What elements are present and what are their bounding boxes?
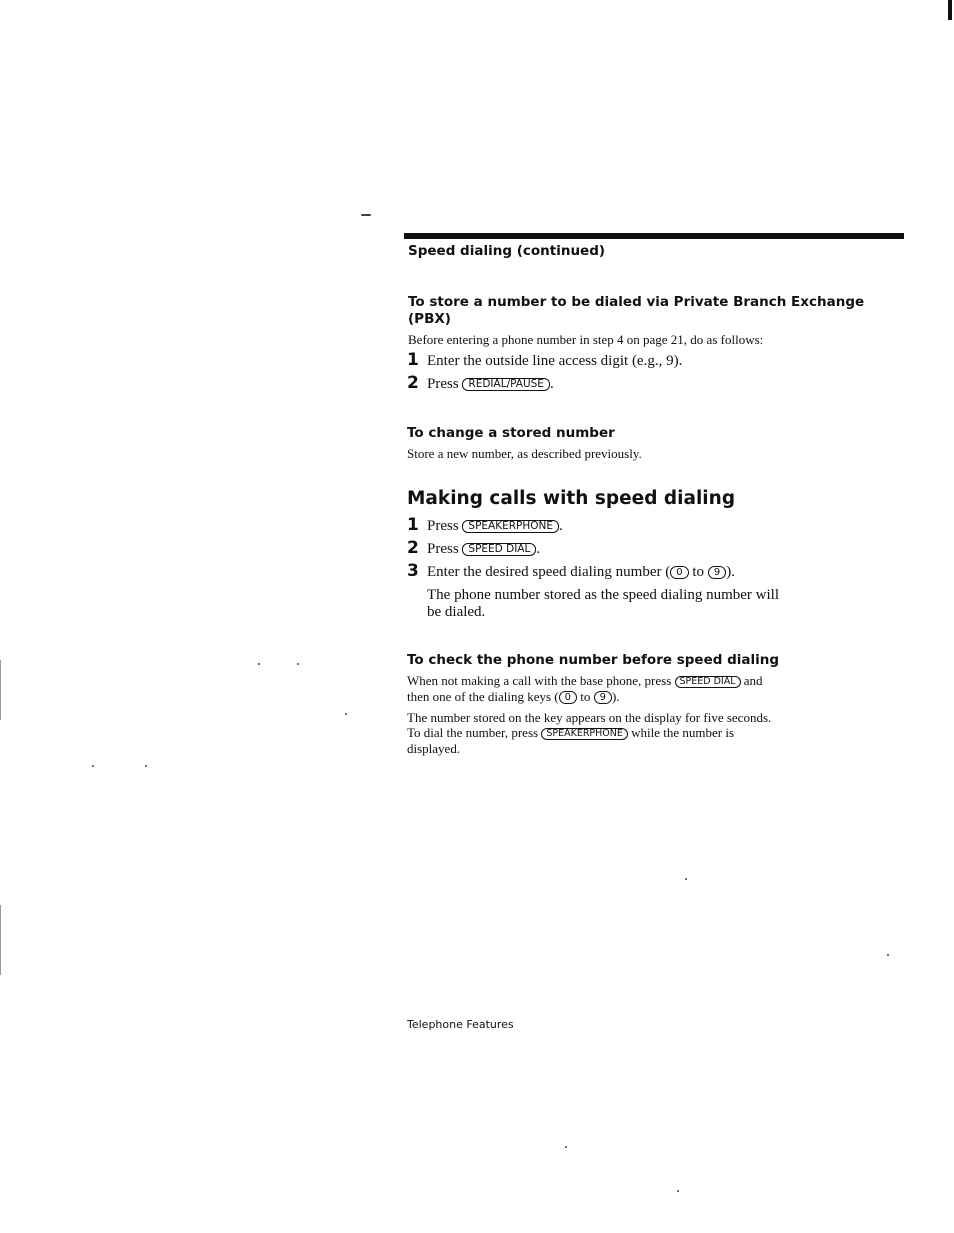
digit-9-key: 9 <box>594 691 612 704</box>
scan-speck <box>361 214 371 216</box>
check-text: while the number is <box>631 725 735 740</box>
pbx-heading-line2: (PBX) <box>408 311 451 327</box>
step-text: Enter the outside line access digit (e.g., 9). <box>427 353 683 369</box>
step-number: 2 <box>407 538 419 558</box>
step-text: Press <box>427 541 459 557</box>
step-text: Enter the desired speed dialing number ( <box>427 564 671 580</box>
scan-edge-line <box>0 660 1 720</box>
step-number: 1 <box>407 515 419 535</box>
step-number: 1 <box>407 350 419 370</box>
making-step-3 <box>407 563 735 581</box>
check-p2-line3: displayed. <box>407 741 461 756</box>
scan-speck <box>92 765 94 767</box>
check-p2-line2 <box>407 725 734 741</box>
step-mid: to <box>688 564 708 580</box>
pbx-heading-line1: To store a number to be dialed via Private Branch Exchange <box>408 294 865 310</box>
pbx-step-2 <box>407 375 554 393</box>
check-heading: To check the phone number before speed dialing <box>407 652 780 668</box>
section-title: Speed dialing (continued) <box>408 243 606 259</box>
pbx-step-1 <box>407 352 682 370</box>
speed-dial-key: SPEED DIAL <box>462 543 536 556</box>
speed-dial-key: SPEED DIAL <box>675 676 741 688</box>
scan-edge-line <box>0 905 1 975</box>
check-text: and <box>743 673 763 688</box>
speakerphone-key: SPEAKERPHONE <box>541 728 628 740</box>
scan-speck <box>887 954 889 956</box>
footer-section-name: Telephone Features <box>407 1018 514 1031</box>
page-edge-mark <box>948 0 952 20</box>
check-text: To dial the number, press <box>407 725 539 740</box>
check-p2-line1: The number stored on the key appears on the display for five seconds. <box>407 710 772 725</box>
step-number: 3 <box>407 561 419 581</box>
check-text: to <box>577 689 594 704</box>
making-step-1 <box>407 517 563 535</box>
step-text: Press <box>427 518 459 534</box>
scan-speck <box>345 713 347 715</box>
check-text: When not making a call with the base phone, press <box>407 673 672 688</box>
step-end: . <box>549 376 554 392</box>
redial-pause-key: REDIAL/PAUSE <box>462 378 550 391</box>
step-end: . <box>559 518 563 534</box>
step-text: Press <box>427 376 459 392</box>
scan-speck <box>685 878 687 880</box>
scan-speck <box>297 663 299 665</box>
pbx-intro: Before entering a phone number in step 4 on page 21, do as follows: <box>408 332 764 347</box>
change-text: Store a new number, as described previously. <box>407 446 642 461</box>
making-heading: Making calls with speed dialing <box>407 488 736 509</box>
check-p1-line2 <box>407 689 620 705</box>
making-note-line1: The phone number stored as the speed dialing number will <box>427 587 779 603</box>
scan-speck <box>145 765 147 767</box>
digit-0-key: 0 <box>559 691 577 704</box>
scan-speck <box>677 1190 679 1192</box>
check-text: ). <box>612 689 620 704</box>
speakerphone-key: SPEAKERPHONE <box>462 520 559 533</box>
step-end: . <box>536 541 541 557</box>
section-rule <box>404 233 904 239</box>
step-number: 2 <box>407 373 419 393</box>
making-step-2 <box>407 540 540 558</box>
scan-speck <box>258 663 260 665</box>
check-p1-line1 <box>407 673 763 689</box>
step-end: ). <box>726 564 735 580</box>
digit-0-key: 0 <box>670 566 688 579</box>
digit-9-key: 9 <box>708 566 726 579</box>
check-text: then one of the dialing keys ( <box>407 689 559 704</box>
scan-speck <box>565 1146 567 1148</box>
making-note-line2: be dialed. <box>427 604 486 620</box>
change-heading: To change a stored number <box>407 425 615 441</box>
